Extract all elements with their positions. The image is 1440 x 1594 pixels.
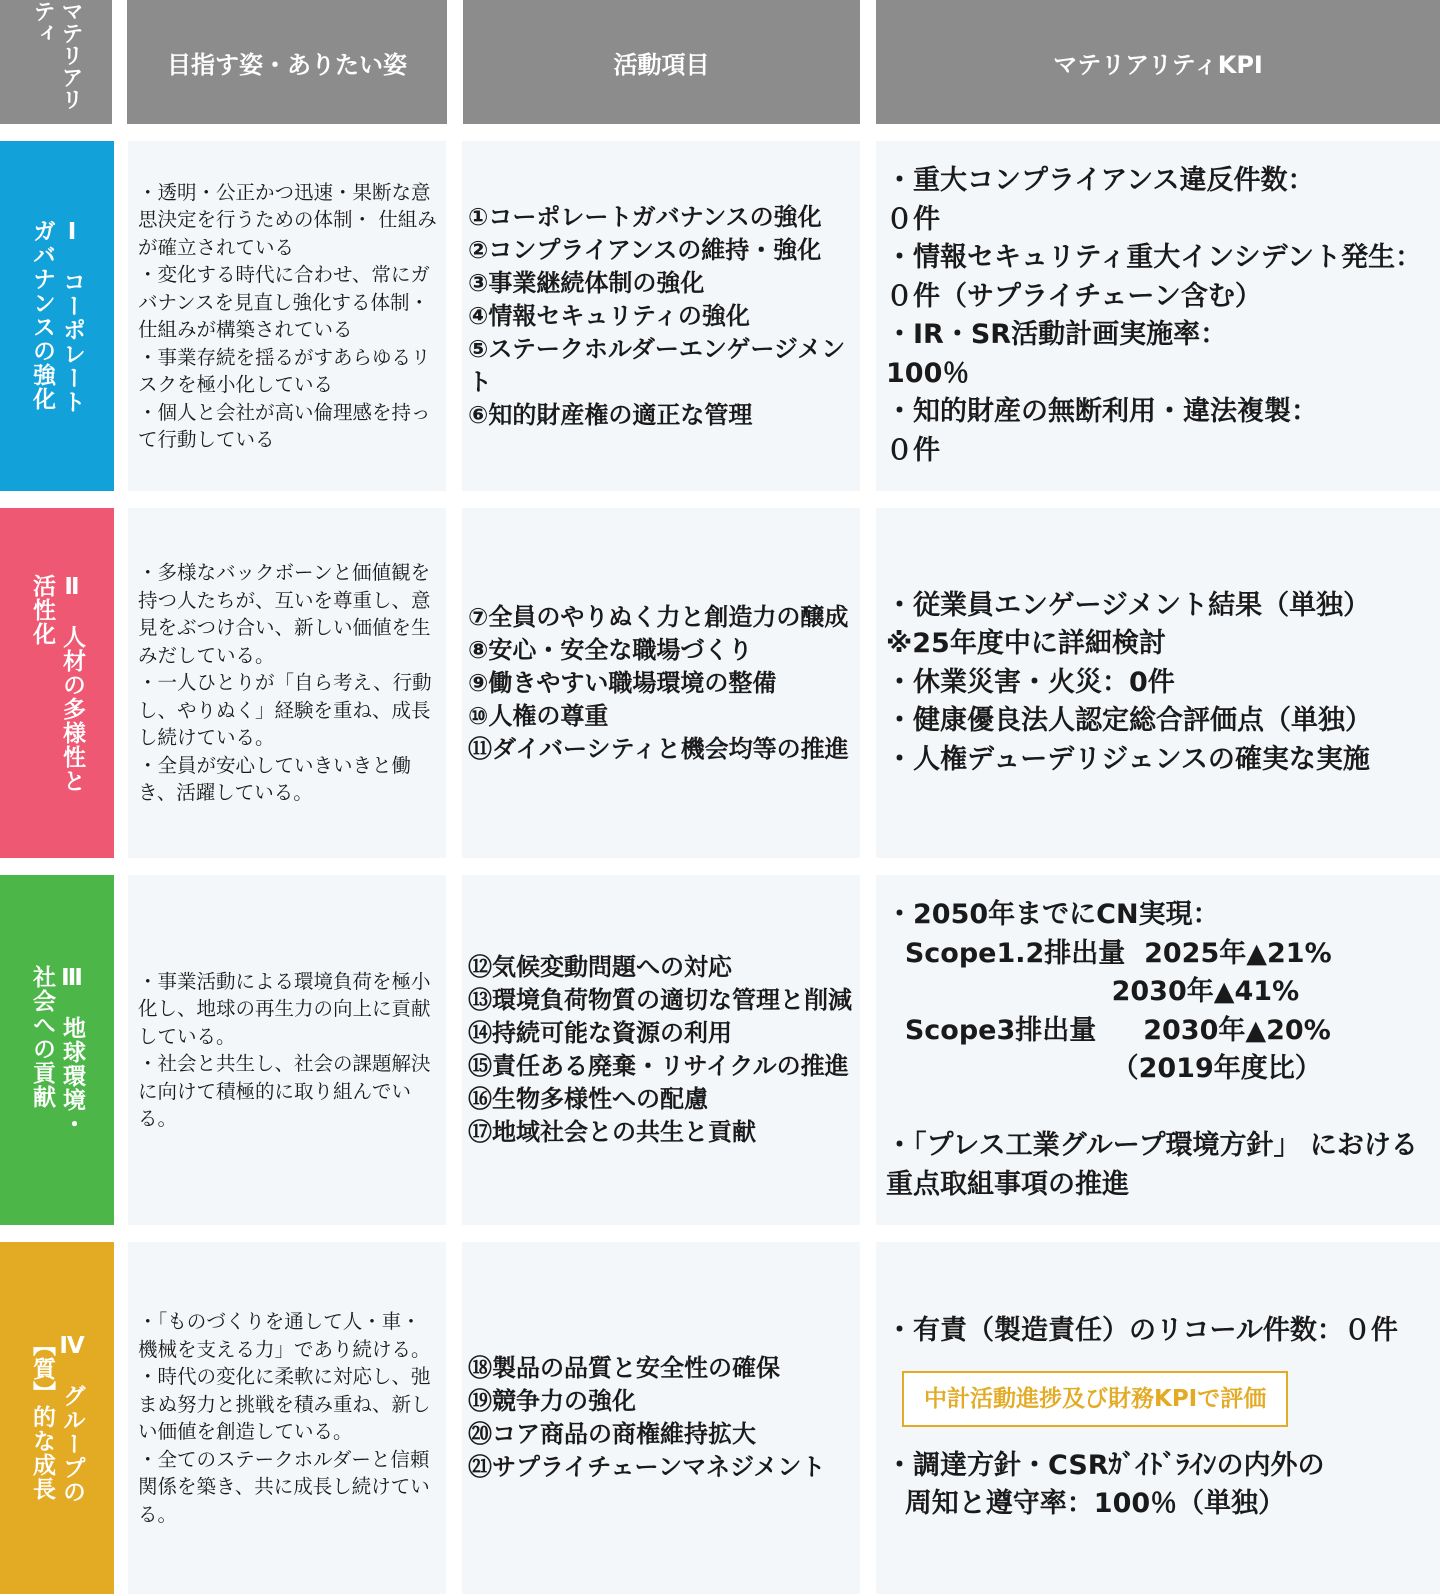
row-growth-activities-text: ⑱製品の品質と安全性の確保 ⑲競争力の強化 ⑳コア商品の商権維持拡大 ㉑サプライチェーンマネジメント — [468, 1354, 826, 1481]
row-growth-activities — [462, 1242, 860, 1594]
header-kpi — [876, 0, 1440, 124]
row-governance-kpi — [876, 141, 1440, 491]
row-people-vision — [128, 508, 446, 858]
row-people-activities-text: ⑦全員のやりぬく力と創造力の醸成 ⑧安心・安全な職場づくり ⑨働きやすい職場環境の整備 ⑩人権の尊重 ⑪ダイバーシティと機会均等の推進 — [468, 602, 849, 763]
row-environment-kpi-text: ・2050年までにCN実現： Scope1.2排出量 2025年▲21% 2030年▲41% Scope3排出量 2030年▲20% （2019年度比） ・「プレス工業グループ環境方針」 における重点取組事項の推進 — [886, 899, 1418, 1200]
row-people-kpi — [876, 508, 1440, 858]
row-people-activities — [462, 508, 860, 858]
row-environment-activities — [462, 875, 860, 1225]
row-growth-kpi-content — [886, 1312, 1398, 1524]
row-growth-kpi-procurement: ・調達方針・CSRｶﾞｲﾄﾞﾗｲﾝの内外の 周知と遵守率：100％（単独） — [886, 1449, 1325, 1520]
header-activities — [463, 0, 860, 124]
row-environment-title: Ⅲ 地球環境・ 社会への貢献 — [29, 964, 85, 1136]
row-environment-label — [0, 875, 114, 1225]
row-people-title: Ⅱ 人材の多様性と 活性化 — [29, 573, 85, 793]
row-growth-title: Ⅳ グループの 【質】的な成長 — [29, 1332, 85, 1504]
row-people-kpi-text: ・従業員エンゲージメント結果（単独） ※25年度中に詳細検討 ・休業災害・火災：0件 ・健康優良法人認定総合評価点（単独） ・人権デューデリジェンスの確実な実施 — [886, 589, 1372, 775]
row-governance-activities — [462, 141, 860, 491]
financial-kpi-badge: 中計活動進捗及び財務KPIで評価 — [902, 1371, 1288, 1427]
row-governance-title: Ⅰ コーポレート ガバナンスの強化 — [29, 218, 85, 414]
header-vision — [127, 0, 447, 124]
row-people-label — [0, 508, 114, 858]
row-growth-kpi-recall: ・有責（製造責任）のリコール件数：０件 — [886, 1315, 1398, 1347]
header-kpi-label: マテリアリティKPI — [1053, 50, 1263, 79]
row-growth-vision — [128, 1242, 446, 1594]
row-governance-label — [0, 141, 114, 491]
row-growth-kpi — [876, 1242, 1440, 1594]
row-governance-vision-text: ・透明・公正かつ迅速・果断な意思決定を行うための体制・ 仕組みが確立されている ・変化する時代に合わせ、常にガバナンスを見直し強化する体制・仕組みが構築されている ・事業存続を揺るがすあらゆるリスクを極小化している ・個人と会社が高い倫理感を持って行動している — [138, 180, 437, 451]
row-environment-vision — [128, 875, 446, 1225]
header-activities-label: 活動項目 — [613, 50, 710, 79]
row-governance-activities-text: ①コーポレートガバナンスの強化 ②コンプライアンスの維持・強化 ③事業継続体制の強化 ④情報セキュリティの強化 ⑤ステークホルダーエンゲージメント ⑥知的財産権の適正な管理 — [468, 202, 846, 429]
row-growth-label — [0, 1242, 114, 1594]
header-materiality-label: マテリアリティ — [30, 0, 83, 110]
row-environment-vision-text: ・事業活動による環境負荷を極小化し、地球の再生力の向上に貢献している。 ・社会と共生し、社会の課題解決に向けて積極的に取り組んでいる。 — [138, 969, 431, 1130]
row-governance-vision — [128, 141, 446, 491]
header-materiality — [0, 0, 112, 124]
row-growth-vision-text: ・「ものづくりを通して人・車・機械を支える力」であり続ける。 ・時代の変化に柔軟に対応し、弛まぬ努力と挑戦を積み重ね、新しい価値を創造している。 ・全てのステークホルダーと信頼関係を築き、共に成長し続けている。 — [138, 1310, 431, 1526]
row-governance-kpi-text: ・重大コンプライアンス違反件数： ０件 ・情報セキュリティ重大インシデント発生：０件（サプライチェーン含む） ・IR・SR活動計画実施率： 100％ ・知的財産の無断利用・違法複製： ０件 — [886, 165, 1423, 466]
row-environment-activities-text: ⑫気候変動問題への対応 ⑬環境負荷物質の適切な管理と削減 ⑭持続可能な資源の利用 ⑮責任ある廃棄・リサイクルの推進 ⑯生物多様性への配慮 ⑰地域社会との共生と貢献 — [468, 953, 852, 1146]
row-environment-kpi — [876, 875, 1440, 1225]
row-people-vision-text: ・多様なバックボーンと価値観を持つ人たちが、互いを尊重し、意見をぶつけ合い、新しい価値を生みだしている。 ・一人ひとりが「自ら考え、行動し、やりぬく」経験を重ね、成長し続けている。 ・全員が安心していきいきと働き、活躍している。 — [138, 561, 432, 805]
header-vision-label: 目指す姿・ありたい姿 — [167, 50, 407, 79]
